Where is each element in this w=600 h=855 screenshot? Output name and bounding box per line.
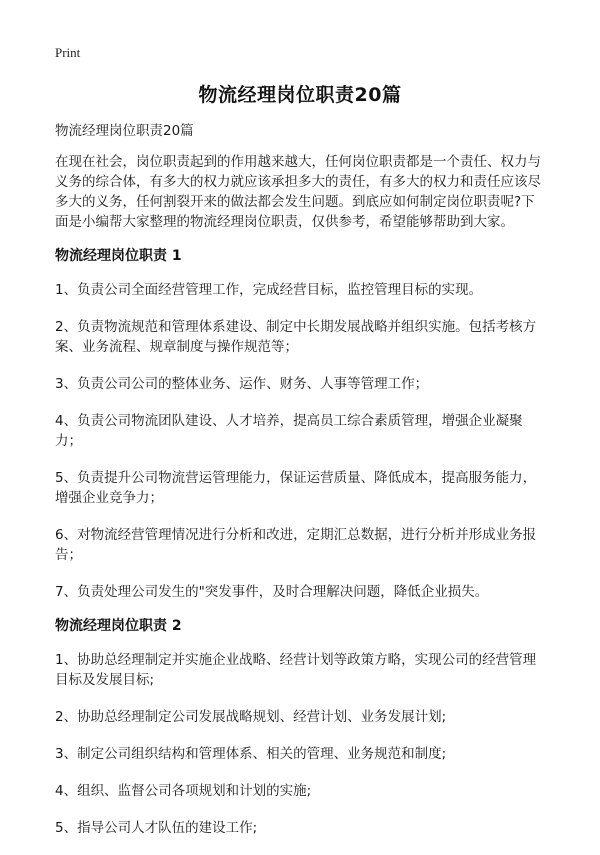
- list-item: 5、负责提升公司物流营运管理能力，保证运营质量、降低成本，提高服务能力，增强企业竞争力；: [55, 470, 537, 506]
- list-item: 2、协助总经理制定公司发展战略规划、经营计划、业务发展计划;: [55, 709, 447, 725]
- list-item: 2、负责物流规范和管理体系建设、制定中长期发展战略并组织实施。包括考核方案、业务流程、规章制度与操作规范等；: [55, 319, 537, 355]
- list-item: 3、制定公司组织结构和管理体系、相关的管理、业务规范和制度;: [55, 746, 447, 762]
- list-item: 4、组织、监督公司各项规划和计划的实施;: [55, 783, 312, 799]
- page-title: 物流经理岗位职责20篇: [198, 84, 402, 106]
- intro-paragraph: 在现在社会，岗位职责起到的作用越来越大，任何岗位职责都是一个责任、权力与义务的综合体，有多大的权力就应该承担多大的责任，有多大的权力和责任应该尽多大的义务，任何割裂开来的做法都会发生问题。到底应如何制定岗位职责呢?下面是小编帮大家整理的物流经理岗位职责，仅供参考，希望能够帮助到大家。: [55, 154, 541, 230]
- list-item: 1、负责公司全面经营管理工作，完成经营目标，监控管理目标的实现。: [55, 282, 483, 298]
- list-item: 7、负责处理公司发生的"突发事件，及时合理解决问题，降低企业损失。: [55, 584, 489, 600]
- list-item: 3、负责公司公司的整体业务、运作、财务、人事等管理工作；: [55, 376, 429, 392]
- section-heading-1: 物流经理岗位职责 1: [55, 248, 182, 264]
- list-item: 5、指导公司人才队伍的建设工作;: [55, 820, 258, 836]
- section-heading-2: 物流经理岗位职责 2: [55, 618, 182, 634]
- list-item: 4、负责公司物流团队建设、人才培养，提高员工综合素质管理，增强企业凝聚力；: [55, 413, 523, 449]
- document-subtitle: 物流经理岗位职责20篇: [55, 123, 194, 139]
- document-body: [55, 121, 545, 855]
- print-link[interactable]: Print: [55, 45, 81, 60]
- list-item: 6、对物流经营管理情况进行分析和改进，定期汇总数据，进行分析并形成业务报告；: [55, 527, 537, 563]
- list-item: 1、协助总经理制定并实施企业战略、经营计划等政策方略，实现公司的经营管理目标及发展目标;: [55, 652, 537, 688]
